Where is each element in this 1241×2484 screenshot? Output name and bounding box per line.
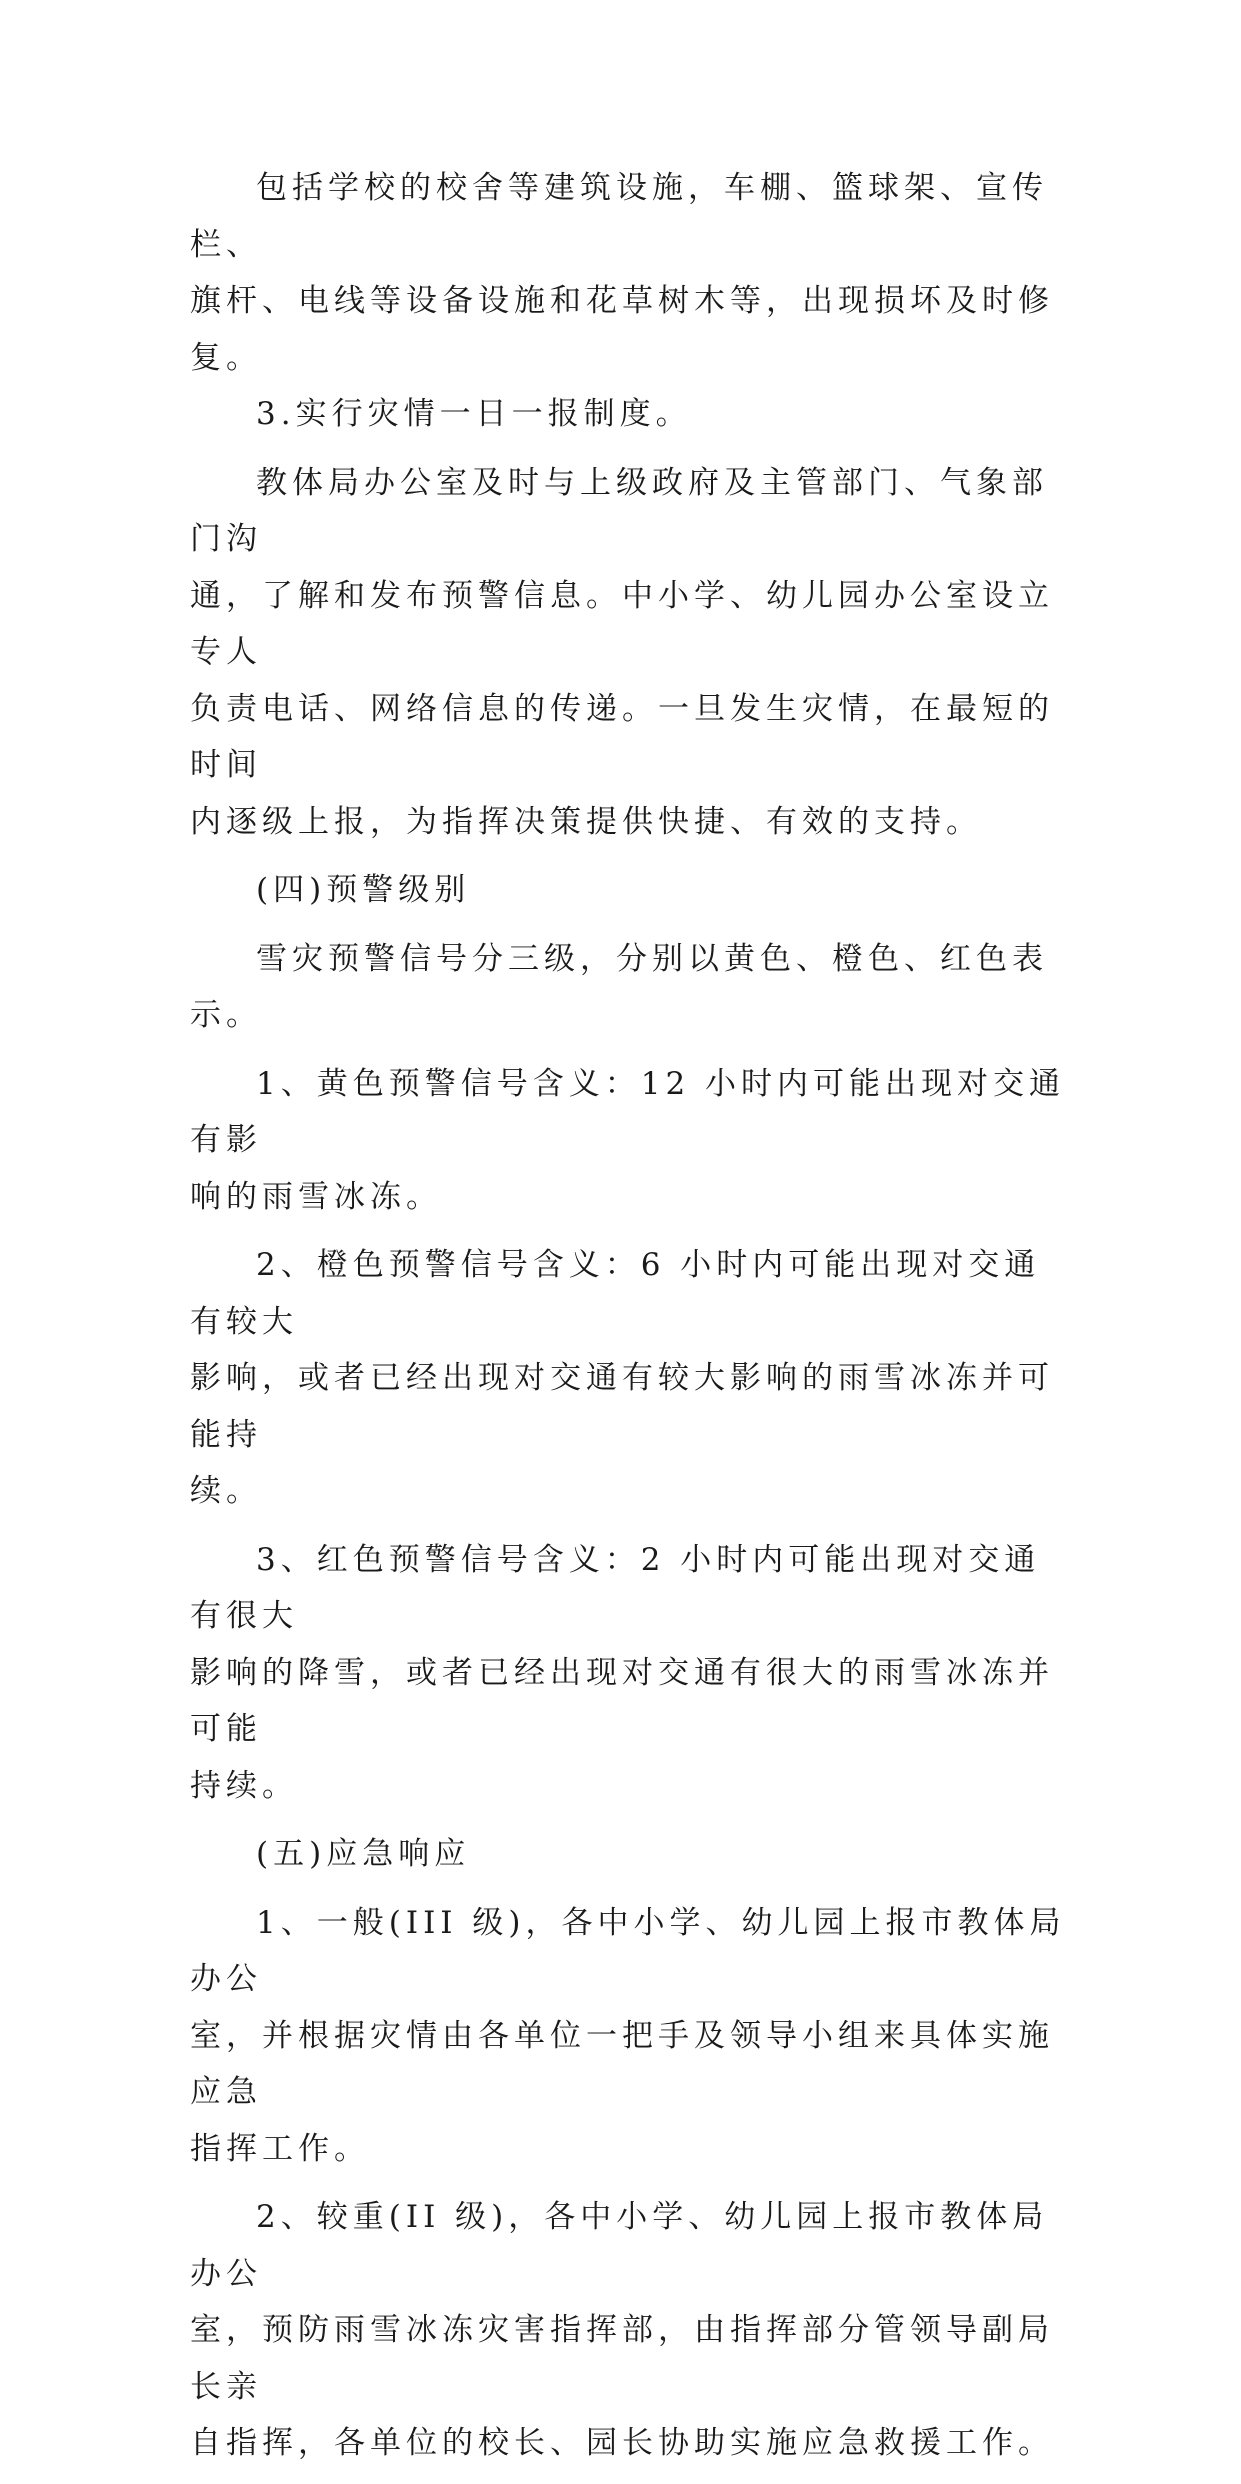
text-line: 旗杆、电线等设备设施和花草树木等，出现损坏及时修复。	[190, 283, 1054, 376]
text-line: 续。	[190, 1473, 262, 1509]
text-line: 影响，或者已经出现对交通有较大影响的雨雪冰冻并可能持	[190, 1360, 1054, 1453]
text-line: 3.实行灾情一日一报制度。	[256, 396, 692, 432]
text-line: 包括学校的校舍等建筑设施，车棚、篮球架、宣传栏、	[190, 170, 1048, 263]
text-line: 内逐级上报，为指挥决策提供快捷、有效的支持。	[190, 803, 982, 840]
section-heading	[190, 1826, 1070, 1883]
text-line: 室，预防雨雪冰冻灾害指挥部，由指挥部分管领导副局长亲	[190, 2312, 1054, 2405]
text-line: 持续。	[190, 1767, 298, 1804]
paragraph	[190, 2189, 1070, 2472]
paragraph	[190, 931, 1070, 1044]
text-line: 影响的降雪，或者已经出现对交通有很大的雨雪冰冻并可能	[190, 1654, 1054, 1747]
text-line: 3、红色预警信号含义：2 小时内可能出现对交通有很大	[190, 1541, 1041, 1634]
paragraph	[190, 160, 1070, 386]
text-line: 室，并根据灾情由各单位一把手及领导小组来具体实施应急	[190, 2017, 1054, 2110]
document-body	[190, 160, 1070, 2484]
paragraph	[190, 386, 1070, 443]
text-line: 2、较重(II 级)，各中小学、幼儿园上报市教体局办公	[190, 2199, 1049, 2292]
text-line: 1、黄色预警信号含义：12 小时内可能出现对交通有影	[190, 1065, 1066, 1158]
paragraph	[190, 1237, 1070, 1520]
text-line: 响的雨雪冰冻。	[190, 1178, 442, 1215]
text-line: 雪灾预警信号分三级，分别以黄色、橙色、红色表示。	[190, 940, 1048, 1033]
text-line: 负责电话、网络信息的传递。一旦发生灾情，在最短的时间	[190, 690, 1054, 783]
paragraph	[190, 1056, 1070, 1226]
text-line: 通，了解和发布预警信息。中小学、幼儿园办公室设立专人	[190, 577, 1054, 670]
paragraph	[190, 1532, 1070, 1815]
text-line: 指挥工作。	[190, 2130, 370, 2167]
text-line: 1、一般(III 级)，各中小学、幼儿园上报市教体局办公	[190, 1904, 1066, 1997]
text-line: 2、橙色预警信号含义：6 小时内可能出现对交通有较大	[190, 1247, 1041, 1340]
paragraph	[190, 1895, 1070, 2178]
text-line: 教体局办公室及时与上级政府及主管部门、气象部门沟	[190, 464, 1048, 557]
text-line: (四)预警级别	[256, 872, 471, 908]
paragraph	[190, 455, 1070, 851]
text-line: (五)应急响应	[256, 1836, 471, 1872]
section-heading	[190, 862, 1070, 919]
text-line: 自指挥，各单位的校长、园长协助实施应急救援工作。	[190, 2425, 1054, 2461]
